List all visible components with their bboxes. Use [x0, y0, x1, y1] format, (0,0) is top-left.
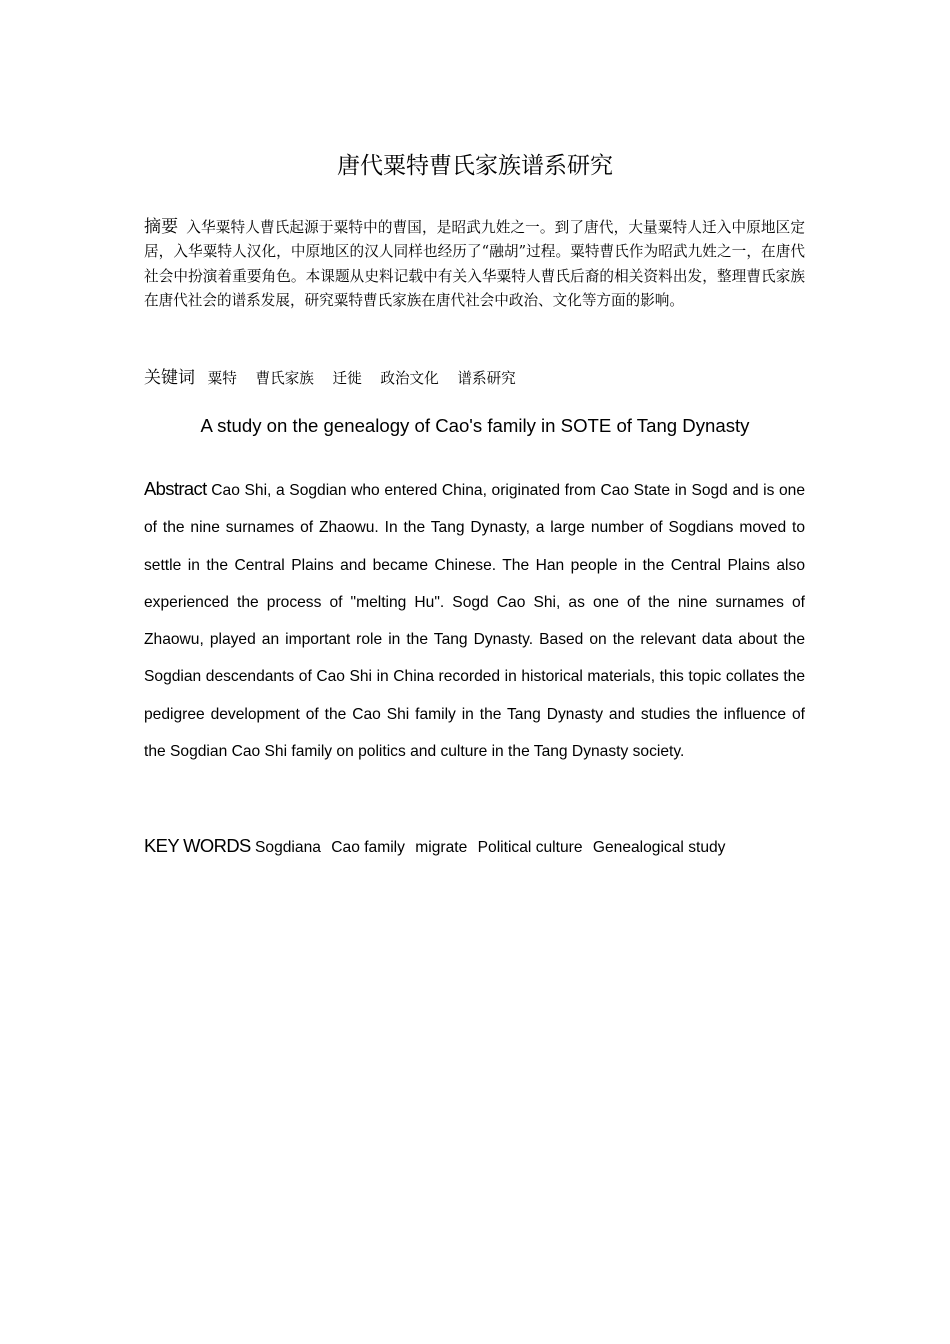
chinese-title: 唐代粟特曹氏家族谱系研究 — [337, 153, 613, 179]
english-keyword: Political culture — [477, 839, 583, 856]
chinese-abstract-label: 摘要 — [144, 217, 179, 237]
english-abstract-text: Cao Shi, a Sogdian who entered China, originated from Cao State in Sogd and is one of the nine surnames of Zhaowu. In the Tang Dynasty, a large number of Sogdians moved to settle in the Central Plains and became Chinese. The Han people in the Central Plains also experienced the process of "melting Hu". Sogd Cao Shi, as one of the nine surnames of Zhaowu, played an important role in the Tang Dynasty. Based on the relevant data about the Sogdian descendants of Cao Shi in China recorded in historical materials, this topic collates the pedigree development of the Cao Shi family in the Tang Dynasty and studies the influence of the Sogdian Cao Shi family on politics and culture in the Tang Dynasty society. — [144, 482, 805, 761]
english-keyword: Sogdiana — [255, 839, 321, 856]
chinese-abstract-text: 入华粟特人曹氏起源于粟特中的曹国，是昭武九姓之一。到了唐代，大量粟特人迁入中原地区定居，入华粟特人汉化，中原地区的汉人同样也经历了“融胡”过程。粟特曹氏作为昭武九姓之一，在唐代社会中扮演着重要角色。本课题从史料记载中有关入华粟特人曹氏后裔的相关资料出发，整理曹氏家族在唐代社会的谱系发展，研究粟特曹氏家族在唐代社会中政治、文化等方面的影响。 — [144, 219, 805, 310]
english-keyword: Cao family — [331, 839, 405, 856]
english-keyword: Genealogical study — [592, 839, 726, 856]
chinese-keyword: 迁徙 — [332, 370, 362, 387]
chinese-keywords-label: 关键词 — [144, 368, 195, 388]
english-abstract — [144, 470, 805, 770]
chinese-abstract — [144, 215, 805, 314]
english-keywords-label: KEY WORDS — [144, 835, 251, 856]
chinese-keyword: 曹氏家族 — [255, 370, 314, 387]
chinese-keyword: 政治文化 — [380, 370, 439, 387]
chinese-keywords — [144, 364, 805, 393]
english-keywords — [144, 831, 844, 863]
english-title: A study on the genealogy of Cao's family in SOTE of Tang Dynasty — [200, 415, 750, 436]
chinese-keyword: 粟特 — [207, 370, 237, 387]
english-keyword: migrate — [415, 839, 468, 856]
chinese-keyword: 谱系研究 — [457, 370, 516, 387]
english-abstract-label: Abstract — [144, 478, 207, 499]
